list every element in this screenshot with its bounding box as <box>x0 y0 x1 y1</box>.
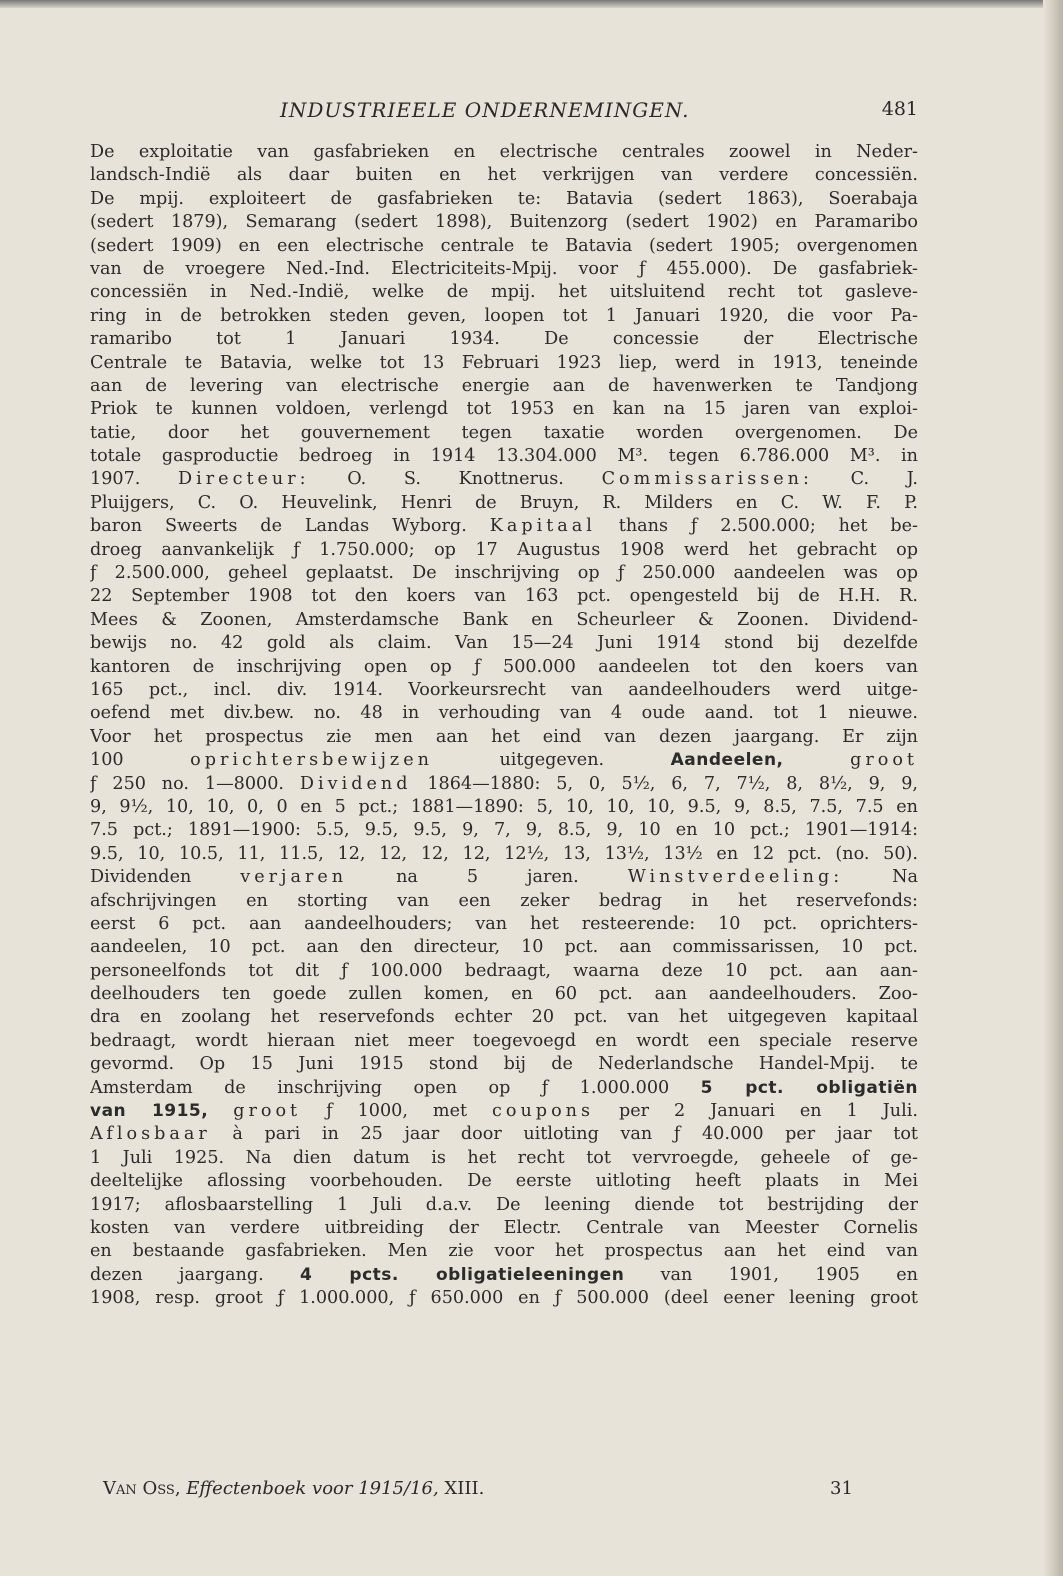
text-line <box>90 843 918 866</box>
running-title: INDUSTRIEELE ONDERNEMINGEN. <box>280 98 690 122</box>
text-run: en bestaande gasfabrieken. Men zie voor het prospectus aan het eind van <box>90 1241 918 1262</box>
text-line <box>90 866 918 889</box>
text-run: kosten van verdere uitbreiding der Electr. Centrale van Meester Cornelis <box>90 1217 918 1238</box>
text-line <box>90 305 918 328</box>
text-run: kantoren de inschrijving open op ƒ 500.000 aandeelen tot den koers van <box>90 656 918 677</box>
text-line <box>90 492 918 515</box>
text-line <box>90 632 918 655</box>
text-run: dra en zoolang het reservefonds echter 20 pct. van het uitgegeven kapitaal <box>90 1007 918 1028</box>
text-line <box>90 1100 918 1123</box>
text-line <box>90 1240 918 1263</box>
text-run: Voor het prospectus zie men aan het eind van dezen jaargang. Er zijn <box>90 726 918 747</box>
text-line <box>90 1006 918 1029</box>
text-run: (sedert 1909) en een electrische centrale te Batavia (sedert 1905; overgenomen <box>90 235 918 256</box>
text-run: à pari in 25 jaar door uitloting van ƒ 40.000 per jaar tot <box>210 1124 918 1145</box>
text-line <box>90 515 918 538</box>
text-run: Mees & Zoonen, Amsterdamsche Bank en Scheurleer & Zoonen. Dividend- <box>90 609 918 630</box>
spaced-term-run: verjaren <box>240 867 348 888</box>
text-line <box>90 398 918 421</box>
spaced-term-run: Aflosbaar <box>90 1124 211 1145</box>
text-run <box>784 750 851 770</box>
text-line <box>90 749 918 772</box>
spaced-term-run: Dividend <box>299 773 412 794</box>
text-run: 1907. <box>90 469 179 490</box>
text-run: van de vroegere Ned.-Ind. Electriciteits-Mpij. voor ƒ 455.000). De gasfabriek- <box>90 258 918 279</box>
spaced-term-run: oprichtersbewijzen <box>190 750 433 771</box>
text-line <box>90 1147 918 1170</box>
text-line <box>90 983 918 1006</box>
text-run: deelhouders ten goede zullen komen, en 60 pct. aan aandeelhouders. Zoo- <box>90 984 918 1005</box>
text-run: 100 <box>90 750 191 771</box>
text-run: Dividenden <box>90 867 241 888</box>
text-run: aan de levering van electrische energie aan de havenwerken te Tandjong <box>90 375 918 396</box>
text-line <box>90 1264 918 1287</box>
text-line <box>90 679 918 702</box>
spaced-term-run: coupons <box>492 1101 595 1122</box>
text-line <box>90 1194 918 1217</box>
bold-heading-run: van 1915, <box>90 1101 209 1122</box>
text-line <box>90 609 918 632</box>
page-footer <box>103 1478 863 1508</box>
scan-right-edge <box>1043 0 1063 1576</box>
page-number: 481 <box>881 98 918 120</box>
text-line <box>90 235 918 258</box>
text-run: De mpij. exploiteert de gasfabrieken te: Batavia (sedert 1863), Soerabaja <box>90 188 918 209</box>
text-run: 1864—1880: 5, 0, 5½, 6, 7, 7½, 8, 8½, 9, 9, <box>411 773 918 794</box>
text-line <box>90 913 918 936</box>
printer-signature: 31 <box>830 1478 853 1499</box>
spaced-term-run: groot <box>233 1101 302 1122</box>
text-line <box>90 1287 918 1310</box>
text-line <box>90 468 918 491</box>
text-run: ƒ 1000, met <box>301 1101 493 1122</box>
text-run: O. S. Knottnerus. <box>309 469 602 490</box>
text-line <box>90 726 918 749</box>
text-run: oefend met div.bew. no. 48 in verhouding van 4 oude aand. tot 1 nieuwe. <box>90 703 918 724</box>
text-line <box>90 1123 918 1146</box>
text-run: 7.5 pct.; 1891—1900: 5.5, 9.5, 9.5, 9, 7, 9, 8.5, 9, 10 en 10 pct.; 1901—1914: <box>90 820 918 841</box>
text-line <box>90 562 918 585</box>
text-line <box>90 702 918 725</box>
text-run <box>208 1101 233 1121</box>
spaced-term-run: Kapitaal <box>489 516 596 537</box>
text-line <box>90 258 918 281</box>
text-line <box>90 936 918 959</box>
text-run: deeltelijke aflossing voorbehouden. De eerste uitloting heeft plaats in Mei <box>90 1171 918 1192</box>
text-line <box>90 352 918 375</box>
text-line <box>90 328 918 351</box>
text-run: C. J. <box>812 469 918 490</box>
text-run: per 2 Januari en 1 Juli. <box>594 1101 918 1122</box>
text-line <box>90 422 918 445</box>
text-run: Na <box>843 867 918 888</box>
page-header <box>90 98 918 128</box>
text-run: ƒ 2.500.000, geheel geplaatst. De inschrijving op ƒ 250.000 aandeelen was op <box>90 563 918 584</box>
text-line <box>90 1217 918 1240</box>
text-run: 165 pct., incl. div. 1914. Voorkeursrecht van aandeelhouders werd uitge- <box>90 679 918 700</box>
text-run: dezen jaargang. <box>90 1264 300 1285</box>
text-run: tatie, door het gouvernement tegen taxatie worden overgenomen. De <box>90 422 918 443</box>
text-run: eerst 6 pct. aan aandeelhouders; van het resteerende: 10 pct. oprichters- <box>90 913 918 934</box>
text-line <box>90 960 918 983</box>
text-line <box>90 164 918 187</box>
bold-heading-run: 4 pcts. obligatieleeningen <box>300 1264 625 1285</box>
text-line <box>90 890 918 913</box>
body-text <box>90 141 918 1311</box>
spaced-term-run: Commissarissen: <box>601 469 813 490</box>
text-line <box>90 1077 918 1100</box>
text-line <box>90 445 918 468</box>
text-line <box>90 796 918 819</box>
text-run: personeelfonds tot dit ƒ 100.000 bedraagt, waarna deze 10 pct. aan aan- <box>90 960 918 981</box>
text-run: 9, 9½, 10, 10, 0, 0 en 5 pct.; 1881—1890: 5, 10, 10, 10, 9.5, 9, 8.5, 7.5, 7.5 en <box>90 796 918 817</box>
text-run: uitgegeven. <box>432 750 671 771</box>
text-run: aandeelen, 10 pct. aan den directeur, 10 pct. aan commissarissen, 10 pct. <box>90 937 918 958</box>
text-run: Amsterdam de inschrijving open op ƒ 1.000.000 <box>90 1077 701 1098</box>
scan-top-edge <box>0 0 1063 8</box>
footer-volume: XIII. <box>438 1478 485 1499</box>
text-run: afschrijvingen en storting van een zeker bedrag in het reservefonds: <box>90 890 918 911</box>
text-line <box>90 819 918 842</box>
footer-citation <box>103 1478 484 1499</box>
text-line <box>90 539 918 562</box>
text-line <box>90 375 918 398</box>
text-run: 9.5, 10, 10.5, 11, 11.5, 12, 12, 12, 12, 12½, 13, 13½, 13½ en 12 pct. (no. 50). <box>90 843 918 864</box>
text-line <box>90 1030 918 1053</box>
text-line <box>90 211 918 234</box>
text-line <box>90 1053 918 1076</box>
text-run: totale gasproductie bedroeg in 1914 13.304.000 M³. tegen 6.786.000 M³. in <box>90 446 918 467</box>
text-run: 1917; aflosbaarstelling 1 Juli d.a.v. De leening diende tot bestrijding der <box>90 1194 918 1215</box>
text-line <box>90 1170 918 1193</box>
text-run: na 5 jaren. <box>347 867 628 888</box>
spaced-term-run: Winstverdeeling: <box>627 867 844 888</box>
text-run: (sedert 1879), Semarang (sedert 1898), Buitenzorg (sedert 1902) en Paramaribo <box>90 212 918 233</box>
text-line <box>90 281 918 304</box>
text-line <box>90 188 918 211</box>
spaced-term-run: Directeur: <box>178 469 310 490</box>
text-run: gevormd. Op 15 Juni 1915 stond bij de Nederlandsche Handel-Mpij. te <box>90 1054 918 1075</box>
text-run: ramaribo tot 1 Januari 1934. De concessie der Electrische <box>90 329 918 350</box>
text-run: Priok te kunnen voldoen, verlengd tot 1953 en kan na 15 jaren van exploi- <box>90 399 918 420</box>
text-run: droeg aanvankelijk ƒ 1.750.000; op 17 Augustus 1908 werd het gebracht op <box>90 539 918 560</box>
text-run: thans ƒ 2.500.000; het be- <box>595 516 918 537</box>
text-run: concessiën in Ned.-Indië, welke de mpij. het uitsluitend recht tot gasleve- <box>90 282 918 303</box>
text-run: bewijs no. 42 gold als claim. Van 15—24 Juni 1914 stond bij dezelfde <box>90 633 918 654</box>
text-run: De exploitatie van gasfabrieken en electrische centrales zoowel in Neder- <box>90 142 918 162</box>
text-line <box>90 141 918 164</box>
text-line <box>90 585 918 608</box>
text-run: Pluijgers, C. O. Heuvelink, Henri de Bruyn, R. Milders en C. W. F. P. <box>90 492 918 513</box>
text-run: bedraagt, wordt hieraan niet meer toegevoegd en wordt een speciale reserve <box>90 1030 918 1051</box>
footer-publisher: Van Oss, <box>103 1478 187 1499</box>
bold-heading-run: Aandeelen, <box>670 750 784 771</box>
text-line <box>90 656 918 679</box>
text-run: 22 September 1908 tot den koers van 163 pct. opengesteld bij de H.H. R. <box>90 586 918 607</box>
text-run: 1908, resp. groot ƒ 1.000.000, ƒ 650.000 en ƒ 500.000 (deel eener leening groot <box>90 1288 918 1309</box>
text-run: baron Sweerts de Landas Wyborg. <box>90 516 490 537</box>
text-run: 1 Juli 1925. Na dien datum is het recht tot vervroegde, geheele of ge- <box>90 1147 918 1168</box>
text-run: ring in de betrokken steden geven, loopen tot 1 Januari 1920, die voor Pa- <box>90 305 918 326</box>
text-run: landsch-Indië als daar buiten en het verkrijgen van verdere concessiën. <box>90 165 918 186</box>
bold-heading-run: 5 pct. obligatiën <box>700 1077 918 1098</box>
text-line <box>90 773 918 796</box>
text-run: Centrale te Batavia, welke tot 13 Februari 1923 liep, werd in 1913, teneinde <box>90 352 918 373</box>
spaced-term-run: groot <box>850 750 918 771</box>
text-run: ƒ 250 no. 1—8000. <box>90 773 300 794</box>
text-run: van 1901, 1905 en <box>624 1264 918 1285</box>
footer-book-title: Effectenboek voor 1915/16, <box>186 1478 439 1499</box>
